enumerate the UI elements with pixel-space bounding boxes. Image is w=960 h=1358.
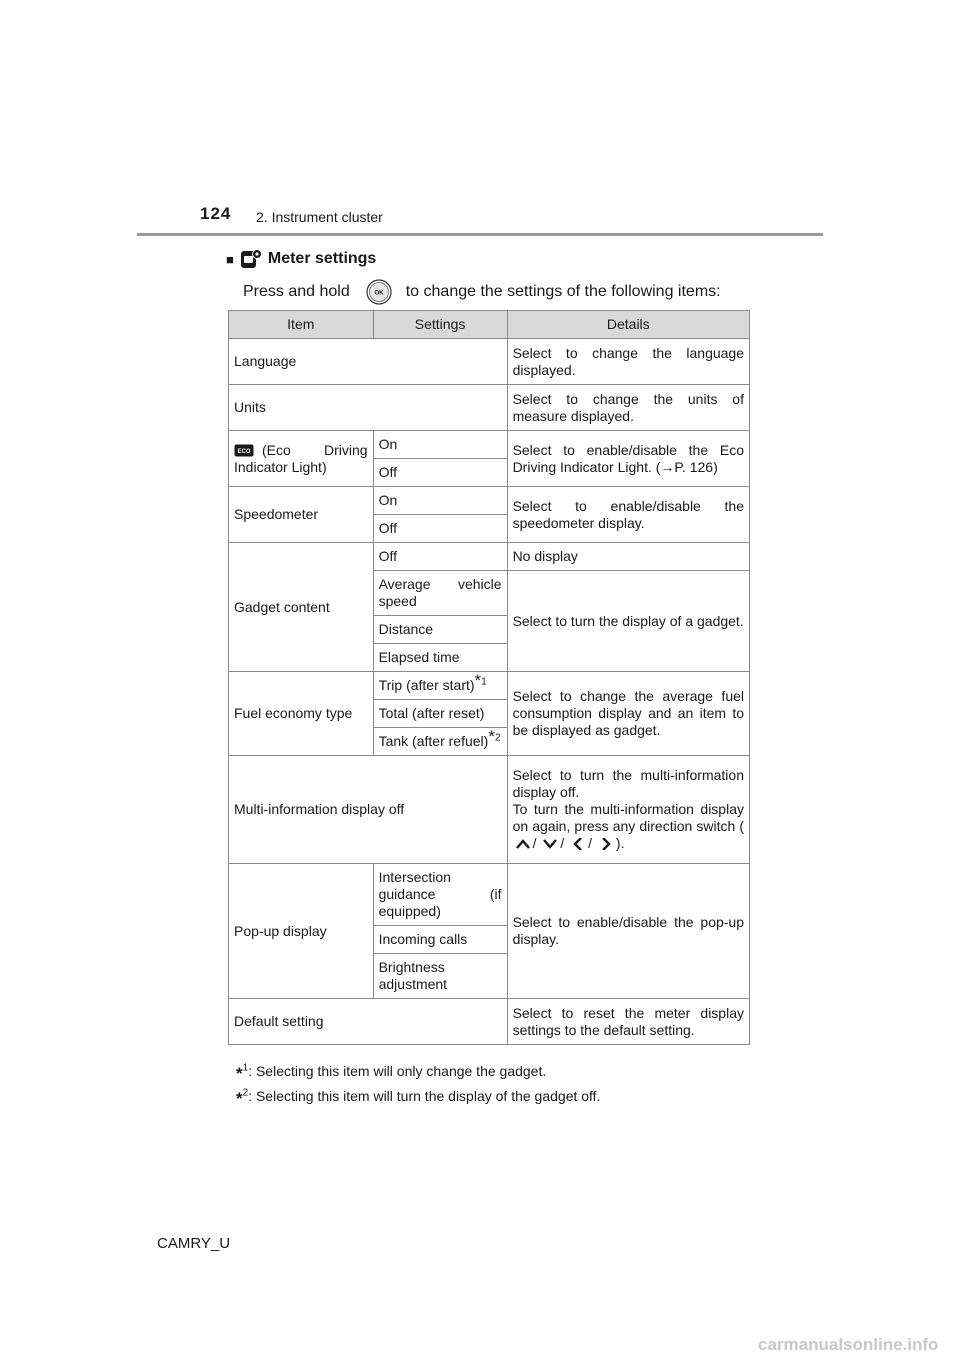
chevron-left-icon	[570, 838, 586, 850]
details-language: Select to change the language displayed.	[507, 339, 749, 385]
setting-fuel-total: Total (after reset)	[373, 700, 507, 728]
row-default	[229, 999, 750, 1045]
setting-eco-on: On	[373, 431, 507, 459]
table-header-row	[229, 311, 750, 339]
details-fuel: Select to change the average fuel consumption display and an item to be displayed as gadget.	[507, 672, 749, 756]
item-eco-label: (Eco Driving Indicator Light)	[234, 441, 368, 475]
details-eco: Select to enable/disable the Eco Driving Indicator Light. (→P. 126)	[507, 431, 749, 487]
details-multi-info	[507, 756, 749, 864]
section-title: Meter settings	[267, 250, 377, 267]
footnote-1-num: 1	[242, 1062, 249, 1074]
item-popup: Pop-up display	[229, 864, 374, 999]
item-units: Units	[229, 385, 508, 431]
row-speedometer-on	[229, 487, 750, 515]
chapter-title: 2. Instrument cluster	[256, 209, 383, 225]
item-multi-info: Multi-information display off	[229, 756, 508, 864]
setting-gadget-elapsed: Elapsed time	[373, 644, 507, 672]
setting-fuel-trip-label: Trip (after start)	[378, 677, 475, 693]
setting-gadget-off: Off	[373, 543, 507, 571]
details-default: Select to reset the meter display settings to the default setting.	[507, 999, 749, 1045]
row-language	[229, 339, 750, 385]
close: ).	[615, 835, 625, 851]
row-fuel-trip	[229, 672, 750, 700]
setting-gadget-average: Average vehicle speed	[373, 571, 507, 616]
chevron-right-icon	[598, 838, 614, 850]
page-header	[0, 0, 960, 240]
details-popup: Select to enable/disable the pop-up display.	[507, 864, 749, 999]
meter-settings-table	[228, 310, 750, 1045]
header-details: Details	[507, 311, 749, 339]
setting-speedometer-on: On	[373, 487, 507, 515]
footnote-mark: *	[488, 727, 495, 746]
page-number: 124	[200, 204, 232, 223]
item-language: Language	[229, 339, 508, 385]
setting-fuel-trip	[373, 672, 507, 700]
details-gadget: Select to turn the display of a gadget.	[507, 571, 749, 672]
ok-button-icon	[366, 279, 392, 305]
footnote-mark: *	[474, 671, 482, 690]
ok-button-label: OK	[374, 290, 384, 297]
details-units: Select to change the units of measure displayed.	[507, 385, 749, 431]
sep: /	[560, 835, 565, 851]
footnote-ref-1: 1	[481, 676, 487, 688]
setting-popup-brightness: Brightness adjustment	[373, 954, 507, 999]
meter-settings-icon	[240, 248, 262, 270]
row-eco-on	[229, 431, 750, 459]
setting-fuel-tank	[373, 728, 507, 756]
row-multi-info	[229, 756, 750, 864]
section-bullet: ■	[226, 251, 234, 267]
row-units	[229, 385, 750, 431]
setting-fuel-tank-label: Tank (after refuel)	[378, 733, 489, 749]
sep: /	[588, 835, 593, 851]
intro-after: to change the settings of the following items:	[405, 283, 721, 300]
header-item: Item	[229, 311, 374, 339]
item-default: Default setting	[229, 999, 508, 1045]
footnote-2-mark: *	[236, 1089, 243, 1108]
footnote-2-text: : Selecting this item will turn the display of the gadget off.	[248, 1088, 601, 1104]
item-gadget: Gadget content	[229, 543, 374, 672]
footnote-1	[236, 1061, 546, 1081]
model-code: CAMRY_U	[157, 1235, 231, 1252]
details-gadget-off: No display	[507, 543, 749, 571]
eco-icon-text: ECO	[237, 449, 251, 456]
watermark: carmanualsonline.info	[758, 1335, 939, 1354]
intro-before: Press and hold	[243, 283, 350, 300]
chevron-up-icon	[515, 838, 531, 850]
footnote-2-num: 2	[242, 1087, 249, 1099]
setting-popup-calls: Incoming calls	[373, 926, 507, 954]
item-fuel: Fuel economy type	[229, 672, 374, 756]
setting-popup-intersection: Intersection guidance (if equipped)	[373, 864, 507, 926]
chevron-down-icon	[542, 838, 558, 850]
setting-speedometer-off: Off	[373, 515, 507, 543]
item-eco	[229, 431, 374, 487]
footnote-ref-2: 2	[494, 732, 501, 744]
row-gadget-off	[229, 543, 750, 571]
section-heading	[226, 248, 376, 270]
details-multi-info-2: To turn the multi-information display on again, press any direction switch (	[512, 801, 744, 834]
intro-text	[243, 279, 721, 305]
details-multi-info-1: Select to turn the multi-information display off.	[512, 767, 744, 800]
sep: /	[532, 835, 537, 851]
setting-gadget-distance: Distance	[373, 616, 507, 644]
header-settings: Settings	[373, 311, 507, 339]
footnote-1-text: : Selecting this item will only change the gadget.	[248, 1063, 547, 1079]
details-speedometer: Select to enable/disable the speedometer display.	[507, 487, 749, 543]
footnote-1-mark: *	[236, 1064, 243, 1083]
item-speedometer: Speedometer	[229, 487, 374, 543]
row-popup-intersection	[229, 864, 750, 926]
footnote-2	[236, 1086, 600, 1106]
eco-icon	[234, 444, 254, 457]
header-divider	[137, 233, 823, 236]
setting-eco-off: Off	[373, 459, 507, 487]
